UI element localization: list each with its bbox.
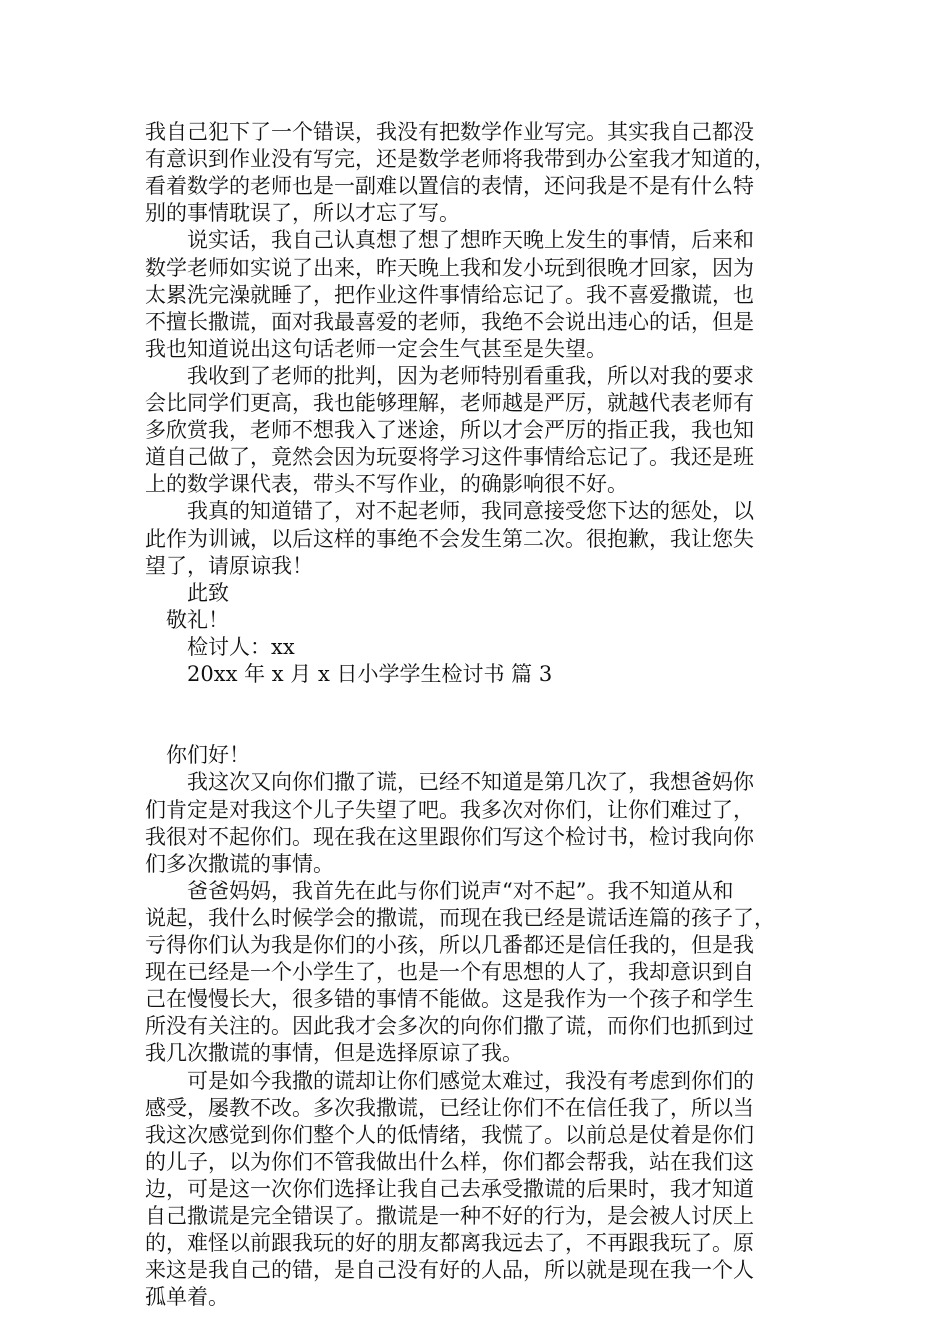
text-line: 我这次感觉到你们整个人的低情绪，我慌了。以前总是仗着是你们 xyxy=(145,1122,754,1147)
text-line: 检讨人：xx xyxy=(145,634,295,659)
text-line: 我真的知道错了，对不起老师，我同意接受您下达的惩处，以 xyxy=(145,499,754,524)
text-line: 我几次撒谎的事情，但是选择原谅了我。 xyxy=(145,1041,523,1066)
text-line: 上的数学课代表，带头不写作业，的确影响很不好。 xyxy=(145,472,628,497)
text-line: 多欣赏我，老师不想我入了迷途，所以才会严厉的指正我，我也知 xyxy=(145,418,754,443)
text-line: 我也知道说出这句话老师一定会生气甚至是失望。 xyxy=(145,336,607,361)
text-line: 敬礼！ xyxy=(145,607,229,632)
text-line: 不擅长撒谎，面对我最喜爱的老师，我绝不会说出违心的话，但是 xyxy=(145,309,754,334)
text-line: 们多次撒谎的事情。 xyxy=(145,851,334,876)
text-line: 20xx 年 x 月 x 日小学学生检讨书 篇 3 xyxy=(145,662,553,686)
text-line: 道自己做了，竟然会因为玩耍将学习这件事情给忘记了。我还是班 xyxy=(145,445,754,470)
text-line: 可是如今我撒的谎却让你们感觉太难过，我没有考虑到你们的 xyxy=(145,1068,754,1093)
text-line: 数学老师如实说了出来，昨天晚上我和发小玩到很晚才回家，因为 xyxy=(145,255,754,280)
text-line: 太累洗完澡就睡了，把作业这件事情给忘记了。我不喜爱撒谎，也 xyxy=(145,282,754,307)
text-line: 边，可是这一次你们选择让我自己去承受撒谎的后果时，我才知道 xyxy=(145,1176,754,1201)
text-line: 会比同学们更高，我也能够理解，老师越是严厉，就越代表老师有 xyxy=(145,391,754,415)
text-line: 别的事情耽误了，所以才忘了写。 xyxy=(145,201,460,226)
text-line: 看着数学的老师也是一副难以置信的表情，还问我是不是有什么特 xyxy=(145,174,754,199)
text-line: 爸爸妈妈，我首先在此与你们说声“对不起”。我不知道从和 xyxy=(145,878,734,903)
text-line: 亏得你们认为我是你们的小孩，所以几番都还是信任我的，但是我 xyxy=(145,933,754,957)
text-line: 说实话，我自己认真想了想了想昨天晚上发生的事情，后来和 xyxy=(145,228,754,253)
text-line: 孤单着。 xyxy=(145,1285,229,1310)
text-line: 现在已经是一个小学生了，也是一个有思想的人了，我却意识到自 xyxy=(145,960,754,985)
text-line: 感受，屡教不改。多次我撒谎，已经让你们不在信任我了，所以当 xyxy=(145,1095,754,1120)
text-line: 自己撒谎是完全错误了。撒谎是一种不好的行为，是会被人讨厌上 xyxy=(145,1204,754,1228)
text-line: 己在慢慢长大，很多错的事情不能做。这是我作为一个孩子和学生 xyxy=(145,987,754,1012)
text-line: 望了，请原谅我！ xyxy=(145,553,313,578)
text-line: 此作为训诫，以后这样的事绝不会发生第二次。很抱歉，我让您失 xyxy=(145,526,754,551)
text-line: 来这是我自己的错，是自己没有好的人品，所以就是现在我一个人 xyxy=(145,1258,754,1283)
text-line: 的，难怪以前跟我玩的好的朋友都离我远去了，不再跟我玩了。原 xyxy=(145,1231,754,1256)
text-line: 说起，我什么时候学会的撒谎，而现在我已经是谎话连篇的孩子了， xyxy=(145,905,775,930)
text-line: 所没有关注的。因此我才会多次的向你们撒了谎，而你们也抓到过 xyxy=(145,1014,754,1039)
text-line: 有意识到作业没有写完，还是数学老师将我带到办公室我才知道的， xyxy=(145,147,775,172)
text-line: 们肯定是对我这个儿子失望了吧。我多次对你们，让你们难过了， xyxy=(145,797,754,822)
text-line: 我这次又向你们撒了谎，已经不知道是第几次了，我想爸妈你 xyxy=(145,770,754,795)
text-line: 我收到了老师的批判，因为老师特别看重我，所以对我的要求 xyxy=(145,363,754,388)
text-line: 我很对不起你们。现在我在这里跟你们写这个检讨书，检讨我向你 xyxy=(145,824,754,849)
text-line: 我自己犯下了一个错误，我没有把数学作业写完。其实我自己都没 xyxy=(145,120,754,144)
text-line: 你们好！ xyxy=(145,743,250,768)
text-line: 的儿子，以为你们不管我做出什么样，你们都会帮我，站在我们这 xyxy=(145,1149,754,1174)
text-line: 此致 xyxy=(145,580,229,605)
